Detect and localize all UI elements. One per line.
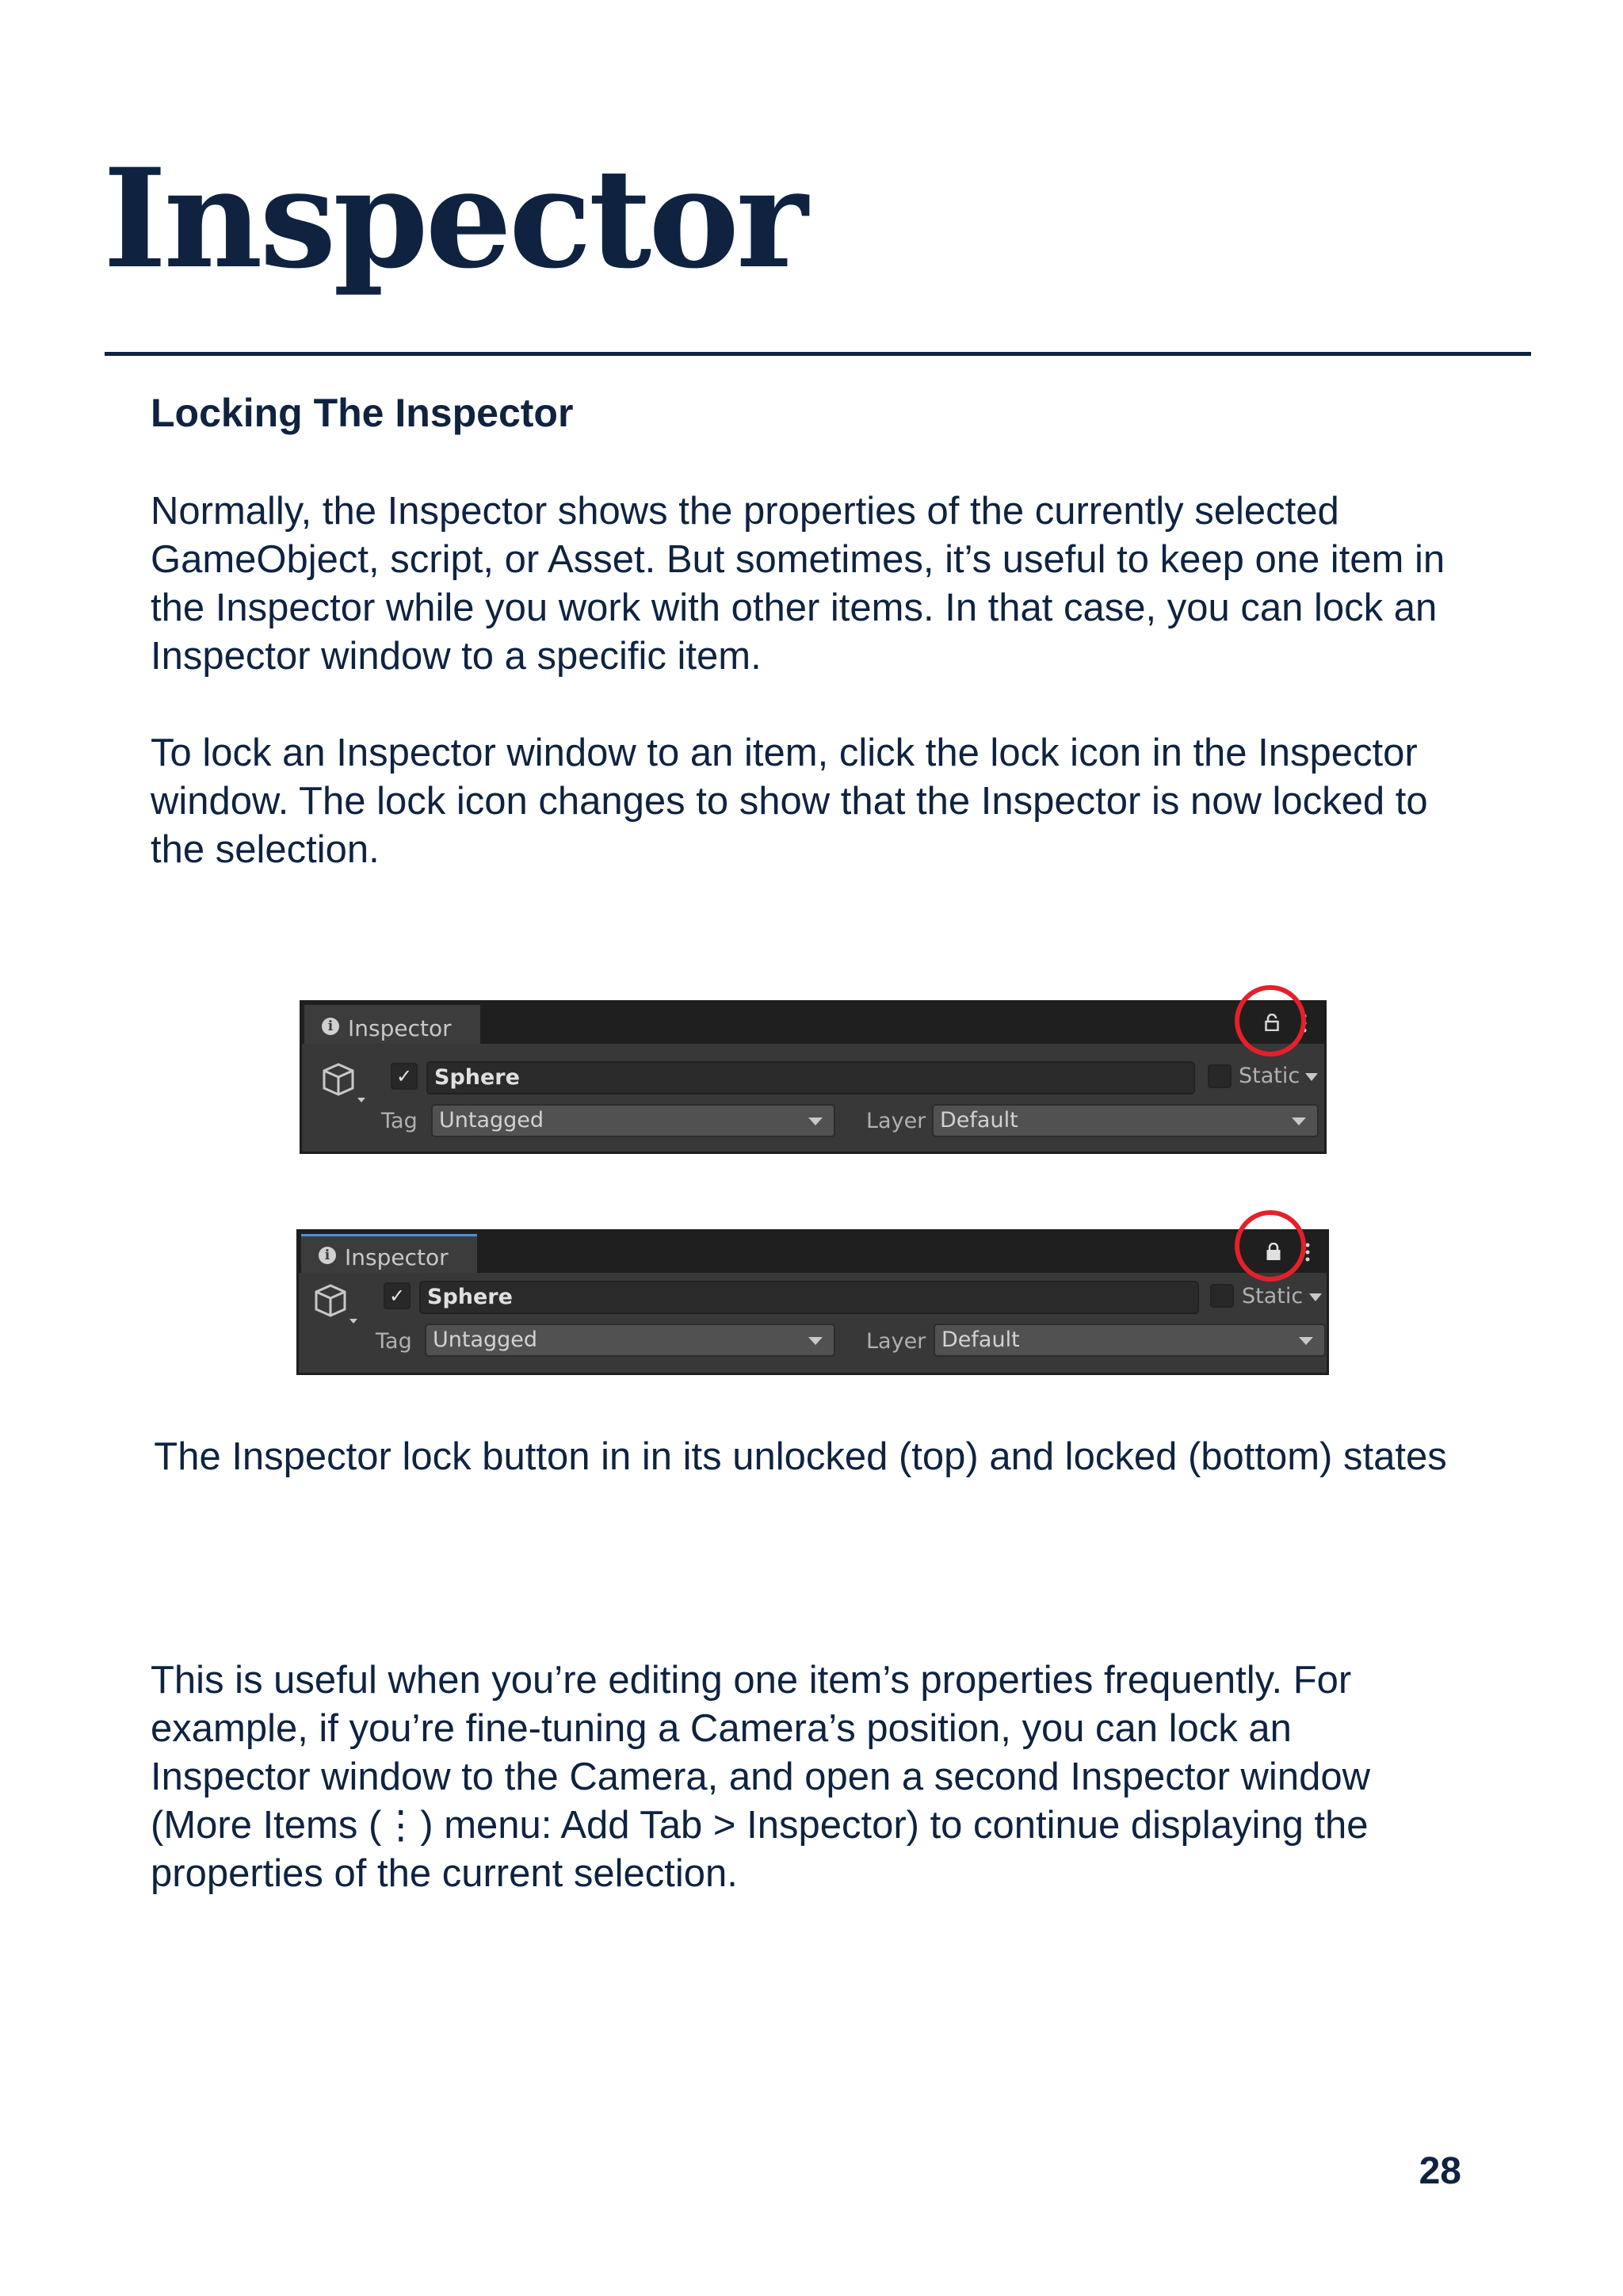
info-icon: i (319, 1247, 336, 1264)
layer-value: Default (940, 1108, 1018, 1133)
gameobject-cube-icon[interactable] (311, 1281, 359, 1328)
inspector-panel-locked (296, 1229, 1329, 1375)
info-icon: i (322, 1018, 339, 1035)
section-heading: Locking The Inspector (151, 391, 574, 435)
layer-label: Layer (866, 1109, 926, 1133)
tag-label: Tag (376, 1329, 412, 1354)
active-checkbox[interactable]: ✓ (384, 1282, 411, 1309)
static-checkbox[interactable] (1210, 1284, 1234, 1308)
title-divider (105, 352, 1531, 356)
inspector-tab-label: Inspector (348, 1015, 452, 1041)
tag-value: Untagged (439, 1108, 544, 1133)
object-name-field[interactable]: Sphere (426, 1061, 1195, 1095)
chevron-down-icon (808, 1117, 823, 1125)
layer-dropdown[interactable] (934, 1324, 1326, 1357)
chevron-down-icon (1292, 1117, 1306, 1125)
gameobject-cube-icon[interactable] (319, 1060, 367, 1107)
active-checkbox[interactable]: ✓ (391, 1063, 418, 1090)
tag-label: Tag (381, 1109, 418, 1133)
paragraph-usage-example: This is useful when you’re editing one item’s properties frequently. For example, if you’re fine-tuning a Camera’s position, you can lock an Inspector window to the Camera, and open a second Inspector window (More Items (⋮) menu: Add Tab > Inspector) to continue displaying the properties of the current selection. (151, 1659, 1370, 1895)
paragraph-lock-instructions: To lock an Inspector window to an item, click the lock icon in the Inspector window. The lock icon changes to show that the Inspector is now locked to the selection. (151, 732, 1428, 871)
page-number: 28 (1419, 2150, 1461, 2192)
static-dropdown-arrow[interactable] (1309, 1293, 1322, 1301)
highlight-circle (1235, 985, 1306, 1056)
tag-dropdown[interactable] (431, 1104, 835, 1137)
chevron-down-icon (1299, 1337, 1313, 1345)
layer-label: Layer (866, 1329, 926, 1354)
inspector-panel-unlocked (300, 1000, 1327, 1154)
page-title: Inspector (103, 138, 805, 299)
layer-dropdown[interactable] (932, 1104, 1319, 1137)
paragraph-intro: Normally, the Inspector shows the properties of the currently selected GameObject, script, or Asset. But sometimes, it’s useful to keep one item in the Inspector while you work with other items. In that case, you can lock an Inspector window to a specific item. (151, 490, 1445, 678)
layer-value: Default (941, 1328, 1020, 1352)
object-name-field[interactable]: Sphere (419, 1281, 1199, 1314)
static-label: Static (1239, 1064, 1300, 1088)
inspector-tab-label: Inspector (345, 1244, 449, 1270)
chevron-down-icon (808, 1337, 823, 1345)
figure-caption: The Inspector lock button in in its unlocked (top) and locked (bottom) states (154, 1435, 1447, 1478)
inspector-tab[interactable] (304, 1005, 480, 1044)
highlight-circle (1235, 1210, 1306, 1282)
tag-value: Untagged (433, 1328, 538, 1352)
tag-dropdown[interactable] (425, 1324, 835, 1357)
static-checkbox[interactable] (1208, 1064, 1232, 1088)
static-dropdown-arrow[interactable] (1305, 1073, 1318, 1081)
static-label: Static (1242, 1284, 1304, 1308)
inspector-tab[interactable] (301, 1234, 477, 1273)
